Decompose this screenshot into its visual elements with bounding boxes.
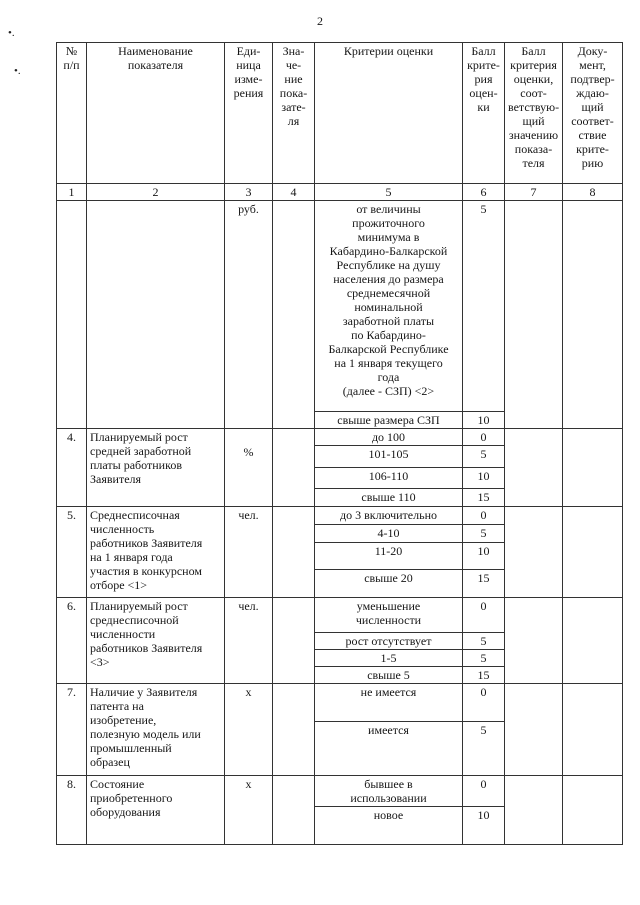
header-document: Доку- мент, подтвер- ждаю- щий соответ- ствие крите- рию (563, 43, 623, 184)
table-row (57, 429, 623, 446)
criterion-score: 10 (463, 807, 505, 845)
row-name: Среднесписочная численность работников Заявителя на 1 января года участия в конкурсном отборе <1> (87, 507, 225, 598)
row-num: 5. (57, 507, 87, 598)
row-name: Состояние приобретенного оборудования (87, 776, 225, 845)
criterion-text: 106-110 (315, 468, 463, 489)
header-row (57, 43, 623, 184)
document-cell (563, 598, 623, 684)
table-row (57, 201, 623, 412)
criterion-text: новое (315, 807, 463, 845)
criterion-score: 5 (463, 201, 505, 412)
criterion-text: до 3 включительно (315, 507, 463, 525)
col-number: 8 (563, 184, 623, 201)
row-num: 7. (57, 684, 87, 776)
criterion-text: 4-10 (315, 525, 463, 543)
row-num (57, 201, 87, 429)
criterion-score: 15 (463, 667, 505, 684)
criterion-score: 0 (463, 684, 505, 722)
row-unit: руб. (225, 201, 273, 429)
criterion-text: свыше размера СЗП (315, 412, 463, 429)
row-name: Планируемый рост среднесписочной численности работников Заявителя <3> (87, 598, 225, 684)
criterion-text: свыше 20 (315, 570, 463, 598)
column-numbers-row (57, 184, 623, 201)
row-value (273, 201, 315, 429)
row-name: Наличие у Заявителя патента на изобретение, полезную модель или промышленный образец (87, 684, 225, 776)
scan-mark: •. (14, 65, 21, 77)
header-num: № п/п (57, 43, 87, 184)
criterion-score: 10 (463, 543, 505, 570)
row-value (273, 684, 315, 776)
row-unit: чел. (225, 507, 273, 598)
score-match-cell (505, 684, 563, 776)
score-match-cell (505, 776, 563, 845)
criterion-score: 5 (463, 446, 505, 468)
criterion-text: свыше 110 (315, 489, 463, 507)
page-number: 2 (317, 14, 323, 28)
row-num: 4. (57, 429, 87, 507)
criterion-text: до 100 (315, 429, 463, 446)
col-number: 5 (315, 184, 463, 201)
document-cell (563, 201, 623, 429)
row-unit: х (225, 776, 273, 845)
header-name: Наименование показателя (87, 43, 225, 184)
criterion-score: 15 (463, 489, 505, 507)
score-match-cell (505, 598, 563, 684)
criterion-text: имеется (315, 722, 463, 776)
criterion-text: уменьшение численности (315, 598, 463, 633)
criterion-text: не имеется (315, 684, 463, 722)
criterion-score: 15 (463, 570, 505, 598)
document-cell (563, 776, 623, 845)
criterion-score: 0 (463, 598, 505, 633)
table-row (57, 776, 623, 807)
criterion-text: от величины прожиточного минимума в Кабардино-Балкарской Республике на душу населения до размера среднемесячной номинальной заработной платы по Кабардино- Балкарской Республике на 1 января текущего года (далее - СЗП) <2> (315, 201, 463, 412)
col-number: 3 (225, 184, 273, 201)
table-row (57, 507, 623, 525)
criterion-text: рост отсутствует (315, 633, 463, 650)
criterion-score: 10 (463, 468, 505, 489)
row-name: Планируемый рост средней заработной платы работников Заявителя (87, 429, 225, 507)
row-value (273, 429, 315, 507)
criterion-score: 0 (463, 429, 505, 446)
scan-mark: •. (8, 27, 15, 39)
criterion-text: 11-20 (315, 543, 463, 570)
document-cell (563, 429, 623, 507)
col-number: 1 (57, 184, 87, 201)
criterion-text: 101-105 (315, 446, 463, 468)
row-num: 6. (57, 598, 87, 684)
document-cell (563, 684, 623, 776)
score-match-cell (505, 201, 563, 429)
criterion-score: 5 (463, 722, 505, 776)
document-cell (563, 507, 623, 598)
header-score: Балл крите- рия оцен- ки (463, 43, 505, 184)
header-score-match: Балл критерия оценки, соот- ветствую- щий значению показа- теля (505, 43, 563, 184)
score-match-cell (505, 429, 563, 507)
row-value (273, 507, 315, 598)
criterion-score: 5 (463, 633, 505, 650)
table-row (57, 598, 623, 633)
header-unit: Еди- ница изме- рения (225, 43, 273, 184)
criterion-text: 1-5 (315, 650, 463, 667)
table-row (57, 684, 623, 722)
row-unit: чел. (225, 598, 273, 684)
col-number: 7 (505, 184, 563, 201)
col-number: 6 (463, 184, 505, 201)
criterion-score: 5 (463, 650, 505, 667)
col-number: 4 (273, 184, 315, 201)
criterion-score: 0 (463, 776, 505, 807)
score-match-cell (505, 507, 563, 598)
row-num: 8. (57, 776, 87, 845)
criteria-table (56, 42, 623, 845)
criterion-score: 0 (463, 507, 505, 525)
criterion-score: 10 (463, 412, 505, 429)
row-value (273, 598, 315, 684)
row-value (273, 776, 315, 845)
row-name (87, 201, 225, 429)
col-number: 2 (87, 184, 225, 201)
header-value: Зна- че- ние пока- зате- ля (273, 43, 315, 184)
criterion-score: 5 (463, 525, 505, 543)
criterion-text: бывшее в использовании (315, 776, 463, 807)
row-unit: х (225, 684, 273, 776)
criterion-text: свыше 5 (315, 667, 463, 684)
header-criteria: Критерии оценки (315, 43, 463, 184)
row-unit: % (225, 429, 273, 507)
